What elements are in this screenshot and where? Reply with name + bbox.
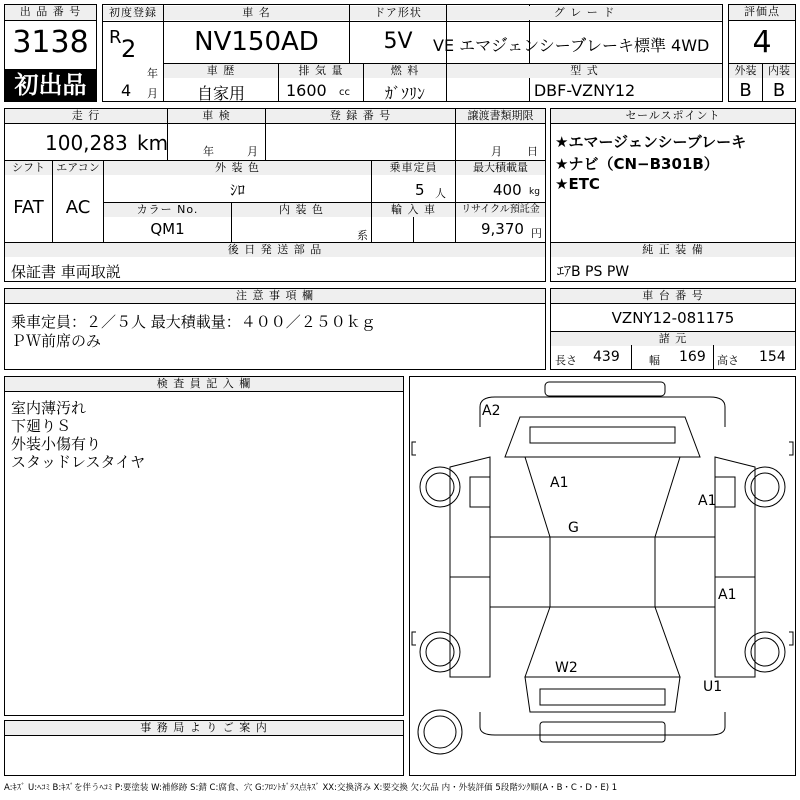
- office-label: 事 務 局 よ り ご 案 内: [5, 721, 403, 736]
- notes-label: 注 意 事 項 欄: [5, 289, 545, 304]
- dims-label: 諸 元: [551, 332, 795, 346]
- shift: FAT: [13, 197, 44, 218]
- lot-number-label: 出 品 番 号: [5, 5, 96, 21]
- import-label: 輸 入 車: [372, 203, 455, 217]
- interior-grade: B: [772, 80, 786, 101]
- recycle: 9,370: [481, 220, 524, 238]
- first-reg-label: 初度登録: [103, 6, 163, 20]
- inspection-month-unit: 月: [247, 145, 258, 158]
- door-type: 5V: [383, 29, 413, 54]
- capacity: 5: [415, 181, 425, 199]
- length: 439: [593, 349, 620, 365]
- rating-label: 評価点: [729, 5, 795, 21]
- later-docs-label: 後 日 発 送 部 品: [5, 243, 545, 257]
- sales-point-1: ★エマージェンシーブレーキ: [555, 133, 747, 151]
- note-line-2: ＰＷ前席のみ: [11, 332, 102, 350]
- mark-a1-right-front: A1: [698, 493, 717, 509]
- height: 154: [759, 349, 786, 365]
- ext-color: ｼﾛ: [229, 181, 245, 199]
- int-color-suffix: 系: [357, 229, 368, 242]
- ac-label: エアコン: [53, 161, 103, 175]
- notes-box: [4, 288, 546, 370]
- length-label: 長さ: [555, 354, 577, 367]
- mileage: 100,283: [45, 131, 128, 155]
- later-docs: 保証書 車両取説: [11, 263, 121, 281]
- era: R: [109, 27, 122, 48]
- mark-a2: A2: [482, 403, 501, 419]
- inspector-label: 検 査 員 記 入 欄: [5, 377, 403, 392]
- damage-diagram: [409, 376, 796, 776]
- sales-point-3: ★ETC: [555, 175, 600, 193]
- mark-g: G: [568, 520, 579, 536]
- model-code-label: 型 式: [447, 64, 722, 78]
- int-color-label: 内 装 色: [232, 203, 371, 217]
- inspector-note-4: スタッドレスタイヤ: [11, 453, 146, 471]
- capacity-label: 乗車定員: [372, 161, 455, 175]
- year-num: 2: [121, 35, 137, 63]
- interior-label: 内装: [763, 64, 795, 78]
- displacement: 1600: [286, 81, 327, 100]
- vehicle-header-grid: [102, 4, 723, 102]
- month-num: 4: [121, 81, 132, 100]
- note-line-1: 乗車定員：２／５人 最大積載量：４００／２５０ｋｇ: [11, 313, 376, 331]
- fuel: ｶﾞｿﾘﾝ: [384, 84, 425, 103]
- grade: VE エマジ゙ェンシーブ゙レーキ標準 4WD: [433, 36, 710, 55]
- diagram-marks: [482, 403, 736, 695]
- sales-points-label: セールスポイント: [551, 109, 795, 124]
- inspector-note-1: 室内薄汚れ: [11, 399, 87, 417]
- recycle-unit: 円: [531, 227, 542, 240]
- max-load: 400: [493, 181, 522, 199]
- mark-a1-front: A1: [550, 475, 569, 491]
- first-listing-badge: 初出品: [5, 69, 96, 101]
- chassis-box: [550, 288, 796, 370]
- lot-number: 3138: [12, 25, 89, 60]
- model-code: DBF-VZNY12: [533, 81, 636, 100]
- car-name-label: 車 名: [164, 6, 349, 20]
- car-name: NV150AD: [194, 27, 319, 57]
- equipment: ｴｱB PS PW: [557, 264, 630, 280]
- mark-a1-right-rear: A1: [718, 587, 737, 603]
- ac: AC: [65, 197, 91, 218]
- month-unit: 月: [147, 87, 158, 100]
- sales-point-2: ★ナビ（CN−B301B）: [555, 155, 719, 173]
- color-no-label: カラー No.: [104, 203, 231, 217]
- inspector-box: [4, 376, 404, 716]
- equipment-label: 純 正 装 備: [551, 243, 795, 257]
- capacity-unit: 人: [435, 187, 446, 200]
- grade-label: グ レ ー ド: [447, 6, 722, 20]
- height-label: 高さ: [717, 354, 739, 367]
- chassis-label: 車 台 番 号: [551, 289, 795, 304]
- rating-box: [728, 4, 796, 102]
- office-box: [4, 720, 404, 776]
- transfer-month-unit: 月: [491, 145, 502, 158]
- mileage-label: 走 行: [5, 109, 167, 123]
- history: 自家用: [196, 84, 245, 103]
- inspection-label: 車 検: [168, 109, 265, 123]
- displacement-unit: cc: [339, 87, 350, 98]
- chassis-number: VZNY12-081175: [611, 309, 735, 327]
- displacement-label: 排 気 量: [279, 64, 363, 78]
- sales-points-box: [550, 108, 796, 282]
- year-unit: 年: [147, 67, 158, 80]
- width: 169: [679, 349, 706, 365]
- mark-u1: U1: [703, 679, 723, 695]
- color-no: QM1: [150, 220, 185, 238]
- inspector-note-2: 下廻りＳ: [11, 417, 72, 435]
- reg-no-label: 登 録 番 号: [266, 109, 455, 123]
- ext-color-label: 外 装 色: [104, 161, 371, 175]
- transfer-label: 譲渡書類期限: [456, 109, 545, 123]
- lot-number-box: [4, 4, 97, 102]
- max-load-unit: kg: [529, 187, 540, 197]
- transfer-day-unit: 日: [527, 145, 538, 158]
- exterior-grade: B: [739, 80, 752, 101]
- exterior-label: 外装: [729, 64, 762, 78]
- door-label: ドア形状: [350, 6, 446, 20]
- legend: A:ｷｽﾞ U:ﾍｺﾐ B:ｷｽﾞを伴うﾍｺﾐ P:要塗装 W:補修跡 S:錆 C:腐食、穴 G:ﾌﾛﾝﾄｶﾞﾗｽ点ｷｽﾞ XX:交換済み X:要交換 欠:欠品 内・外装評価 5段階ﾗﾝｸ順(A・B・C・D・E) 1: [4, 783, 618, 793]
- inspector-note-3: 外装小傷有り: [11, 435, 102, 453]
- mark-w2: W2: [555, 660, 578, 676]
- shift-label: シフト: [5, 161, 52, 175]
- car-diagram-svg: [410, 377, 795, 775]
- mileage-unit: km: [137, 131, 169, 155]
- width-label: 幅: [649, 354, 660, 367]
- detail-grid: [4, 108, 546, 282]
- rating: 4: [752, 25, 772, 60]
- recycle-label: リサイクル預託金: [456, 203, 545, 217]
- history-label: 車 歴: [164, 64, 278, 78]
- inspection-year-unit: 年: [203, 145, 214, 158]
- max-load-label: 最大積載量: [456, 161, 545, 175]
- fuel-label: 燃 料: [364, 64, 446, 78]
